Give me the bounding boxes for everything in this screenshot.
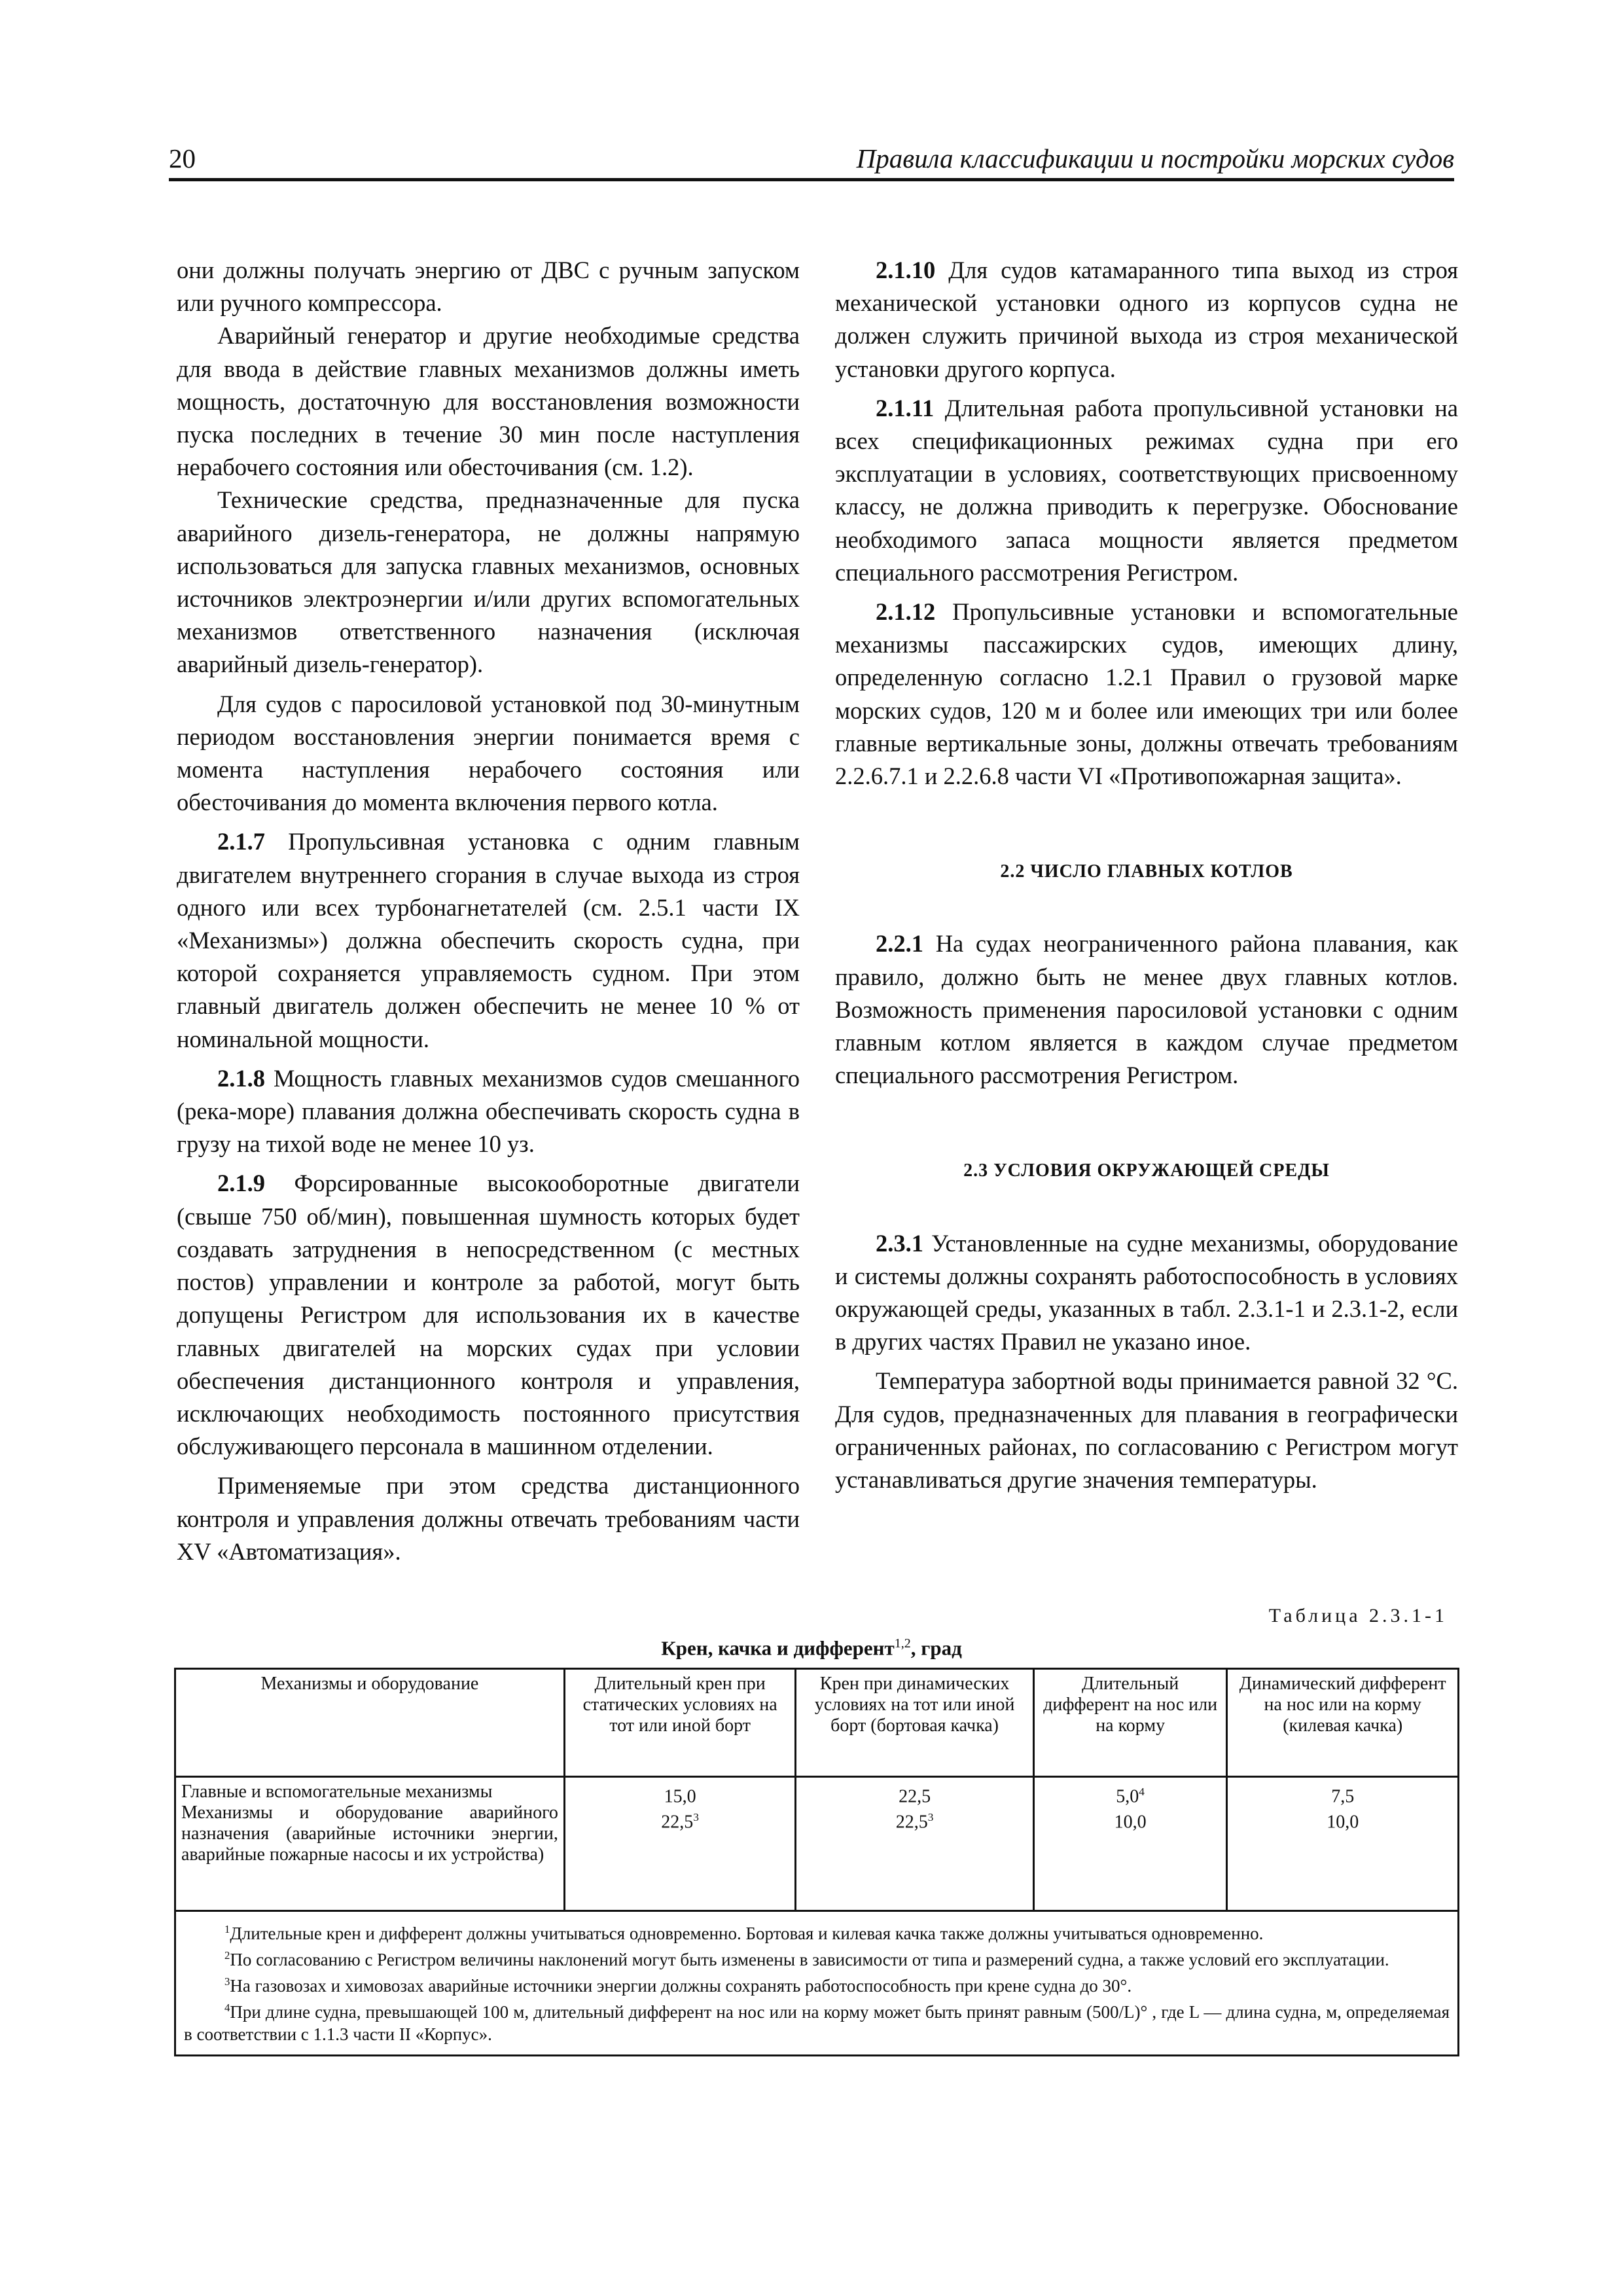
table-row-labels — [175, 1777, 565, 1911]
table-cell — [564, 1777, 795, 1911]
value: 15,0 — [664, 1786, 696, 1807]
table-title-footnote-ref: 1,2 — [894, 1636, 911, 1651]
table-header-cell: Механизмы и оборудование — [175, 1669, 565, 1777]
paragraph: они должны получать энергию от ДВС с ручным запуском или ручного компрессора. — [177, 257, 800, 317]
paragraph: Аварийный генератор и другие необходимые средства для ввода в действие главных механизмов должны иметь мощность, достаточную для восстановления возможности пуска последних в течение 30 мин после наступления нерабочего состояния или обесточивания (см. 1.2). — [177, 322, 800, 481]
footnote-marker: 4 — [224, 2001, 230, 2014]
paragraph-2-1-9 — [177, 1167, 800, 1463]
table-footnotes-row — [175, 1911, 1459, 2056]
footnote-marker: 3 — [224, 1975, 230, 1988]
clause-number: 2.1.7 — [217, 828, 265, 855]
clause-number: 2.1.11 — [876, 394, 935, 422]
paragraph-2-1-7 — [177, 825, 800, 1055]
clause-text: Форсированные высокооборотные двигатели (свыше 750 об/мин), повышенная шумность которых будет создавать затруднения в непосредственном (с местных постов) управлении и контроле за работой, могут быть допущены Регистром для использования их в качестве главных двигателей на морских судах при условии обеспечения дистанционного контроля и управления, исключающих необходимость постоянного присутствия обслуживающего персонала в машинном отделении. — [177, 1170, 800, 1460]
table-footnotes — [175, 1911, 1459, 2056]
footnote-text: Длительные крен и дифферент должны учитываться одновременно. Бортовая и килевая качка также должны учитываться одновременно. — [230, 1924, 1264, 1943]
clause-number: 2.2.1 — [876, 930, 923, 958]
value: 7,5 — [1331, 1786, 1355, 1807]
table-cell — [796, 1777, 1033, 1911]
paragraph-2-1-12 — [835, 596, 1458, 793]
paragraph-2-1-10 — [835, 254, 1458, 386]
clause-number: 2.1.9 — [217, 1170, 265, 1197]
paragraph-2-1-8 — [177, 1062, 800, 1161]
data-table — [174, 1668, 1459, 2056]
table-title-units: , град — [910, 1636, 962, 1660]
clause-text: Пропульсивные установки и вспомогательные механизмы пассажирских судов, имеющих длину, определенную согласно 1.2.1 Правил о грузовой марке морских судов, 120 м и более или имеющих три или более главные вертикальные зоны, должны отвечать требованиям 2.2.6.7.1 и 2.2.6.8 части VI «Противопожарная защита». — [835, 598, 1458, 790]
clause-text: Длительная работа пропульсивной установки на всех спецификационных режимах судна при его эксплуатации в условиях, соответствующих присвоенному классу, не должна приводить к перегрузке. Обоснование необходимого запаса мощности является предметом специального рассмотрения Регистром. — [835, 394, 1458, 586]
running-header-title: Правила классификации и постройки морских судов — [856, 143, 1454, 173]
footnote — [184, 1945, 1450, 1971]
table-header-cell: Длительный дифферент на нос или на корму — [1033, 1669, 1227, 1777]
clause-number: 2.1.8 — [217, 1064, 265, 1092]
clause-text: Пропульсивная установка с одним главным двигателем внутреннего сгорания в случае выхода из строя одного или всех турбонагнетателей (см. 2.5.1 части IX «Механизмы») должна обеспечить скорость судна, при которой сохраняется управляемость судном. При этом главный двигатель должен обеспечить не менее 10 % от номинальной мощности. — [177, 828, 800, 1052]
footnote-ref: 3 — [927, 1811, 934, 1824]
paragraph-2-1-11 — [835, 392, 1458, 589]
row-label-emergency: Механизмы и оборудование аварийного назначения (аварийные источники энергии, аварийные пожарные насосы и их устройства) — [181, 1803, 558, 1865]
footnote — [184, 1918, 1450, 1945]
value: 10,0 — [1327, 1812, 1359, 1833]
table-cell — [1033, 1777, 1227, 1911]
section-heading-2-3: 2.3 УСЛОВИЯ ОКРУЖАЮЩЕЙ СРЕДЫ — [963, 1160, 1330, 1181]
right-column — [835, 254, 1458, 1496]
header-rule — [169, 178, 1454, 181]
paragraph-2-2-1 — [835, 927, 1458, 1092]
footnote-ref: 4 — [1139, 1785, 1145, 1798]
table-row — [175, 1777, 1459, 1911]
table-header-cell: Динамический дифферент на нос или на корму (килевая качка) — [1227, 1669, 1459, 1777]
value: 22,5 — [661, 1812, 694, 1833]
table-header-row — [175, 1669, 1459, 1777]
footnote — [184, 1997, 1450, 2045]
table-title-text: Крен, качка и дифферент — [661, 1636, 895, 1660]
value: 22,5 — [895, 1812, 928, 1833]
table-title — [169, 1636, 1454, 1660]
footnote-text: По согласованию с Регистром величины наклонений могут быть изменены в зависимости от типа и размерений судна, а также условий его эксплуатации. — [230, 1950, 1389, 1969]
clause-number: 2.1.10 — [876, 257, 936, 283]
footnote-marker: 2 — [224, 1949, 230, 1962]
clause-text: На судах неограниченного района плавания, как правило, должно быть не менее двух главных котлов. Возможность применения паросиловой установки с одним главным котлом является в каждом случае предметом специального рассмотрения Регистром. — [835, 930, 1458, 1089]
clause-number: 2.3.1 — [876, 1229, 923, 1257]
table-header-cell: Крен при динамических условиях на тот или иной борт (бортовая качка) — [796, 1669, 1033, 1777]
clause-text: Для судов катамаранного типа выход из строя механической установки одного из корпусов судна не должен служить причиной выхода из строя механической установки другого корпуса. — [835, 257, 1458, 382]
paragraph: Для судов с паросиловой установкой под 30-минутным периодом восстановления энергии понимается время с момента наступления нерабочего состояния или обесточивания до момента включения первого котла. — [177, 690, 800, 816]
clause-text: Установленные на судне механизмы, оборудование и системы должны сохранять работоспособность в условиях окружающей среды, указанных в табл. 2.3.1-1 и 2.3.1-2, если в других частях Правил не указано иное. — [835, 1229, 1458, 1355]
table-number: Таблица 2.3.1-1 — [1268, 1605, 1448, 1626]
value: 10,0 — [1114, 1812, 1147, 1833]
footnote-marker: 1 — [224, 1923, 230, 1935]
table-cell — [1227, 1777, 1459, 1911]
value: 22,5 — [899, 1786, 931, 1807]
row-label-main: Главные и вспомогательные механизмы — [181, 1782, 493, 1802]
paragraph-2-3-1 — [835, 1227, 1458, 1359]
footnote-ref: 3 — [693, 1811, 699, 1824]
footnote-text: На газовозах и химовозах аварийные источники энергии должны сохранять работоспособность при крене судна до 30°. — [230, 1976, 1132, 1996]
paragraph: Технические средства, предназначенные для пуска аварийного дизель-генератора, не должны напрямую использоваться для запуска главных механизмов, основных источников электроэнергии и/или других вспомогательных механизмов ответственного назначения (исключая аварийный дизель-генератор). — [177, 486, 800, 678]
table-header-cell: Длительный крен при статических условиях на тот или иной борт — [564, 1669, 795, 1777]
value: 5,0 — [1116, 1786, 1139, 1807]
footnote-text: При длине судна, превышающей 100 м, длительный дифферент на нос или на корму может быть принят равным (500/L)° , где L — длина судна, м, определяемая в соответствии с 1.1.3 части II «Корпус». — [184, 2002, 1450, 2044]
left-column — [177, 254, 800, 1568]
footnote — [184, 1971, 1450, 1997]
page-number: 20 — [169, 143, 196, 173]
section-heading-2-2: 2.2 ЧИСЛО ГЛАВНЫХ КОТЛОВ — [1000, 861, 1293, 882]
clause-number: 2.1.12 — [876, 598, 936, 626]
paragraph: Температура забортной воды принимается равной 32 °C. Для судов, предназначенных для плавания в географически ограниченных районах, по согласованию с Регистром могут устанавливаться другие значения температуры. — [835, 1367, 1458, 1494]
clause-text: Мощность главных механизмов судов смешанного (река-море) плавания должна обеспечивать скорость судна в грузу на тихой воде не менее 10 уз. — [177, 1064, 800, 1158]
paragraph: Применяемые при этом средства дистанционного контроля и управления должны отвечать требованиям части XV «Автоматизация». — [177, 1472, 800, 1565]
